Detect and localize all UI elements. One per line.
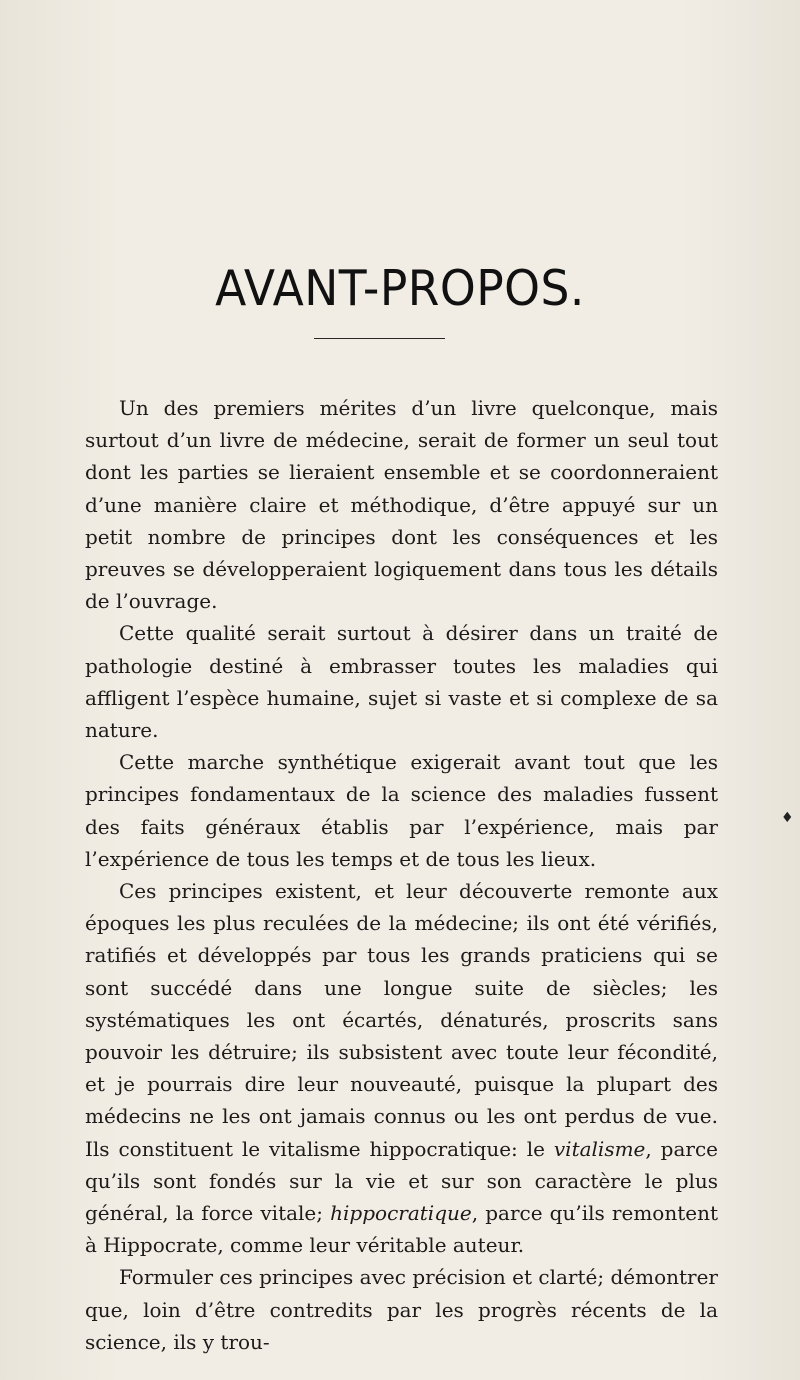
paragraph-4 bbox=[85, 875, 718, 1261]
paragraph-4-part-3: , parce qu’ils remontent à Hippocrate, comme leur véritable auteur. bbox=[85, 1201, 718, 1258]
title-divider bbox=[314, 338, 445, 339]
paragraph-5: Formuler ces principes avec précision et clarté; démontrer que, loin d’être contredits par les progrès récents de la science, ils y trou- bbox=[85, 1265, 718, 1354]
paragraph-2: Cette qualité serait surtout à désirer dans un traité de pathologie destiné à embrasser toutes les maladies qui affligent l’espèce humaine, sujet si vaste et si complexe de sa nature. bbox=[85, 621, 718, 743]
paragraph-4-part-2: , parce qu’ils sont fondés sur la vie et sur son caractère le plus général, la force vitale; bbox=[85, 1136, 718, 1226]
page-title: AVANT-PROPOS. bbox=[215, 260, 585, 317]
paragraph-3: Cette marche synthétique exigerait avant tout que les principes fondamentaux de la science des maladies fussent des faits généraux établis par l’expérience, mais par l’expérience de tous les temps et de tous les lieux. bbox=[85, 750, 718, 871]
italic-term-vitalisme: vitalisme bbox=[553, 1136, 646, 1161]
body-text bbox=[85, 392, 718, 1358]
margin-ink-mark-icon: ♦ bbox=[781, 810, 794, 826]
italic-term-hippocratique: hippocratique bbox=[330, 1201, 472, 1226]
paragraph-4-part-1: Ces principes existent, et leur découverte remonte aux époques les plus reculées de la médecine; ils ont été vérifiés, ratifiés et développés par tous les grands praticiens qui se sont succédé dans une longue suite de siècles; les systématiques les ont écartés, dénaturés, proscrits sans pouvoir les détruire; ils subsistent avec toute leur fécondité, et je pourrais dire leur nouveauté, puisque la plupart des médecins ne les ont jamais connus ou les ont perdus de vue. Ils constituent le vitalisme hippocratique: le bbox=[85, 879, 718, 1161]
paragraph-1: Un des premiers mérites d’un livre quelconque, mais surtout d’un livre de médecine, serait de former un seul tout dont les parties se lieraient ensemble et se coordonneraient d’une manière claire et méthodique, d’être appuyé sur un petit nombre de principes dont les conséquences et les preuves se développeraient logiquement dans tous les détails de l’ouvrage. bbox=[85, 396, 718, 614]
